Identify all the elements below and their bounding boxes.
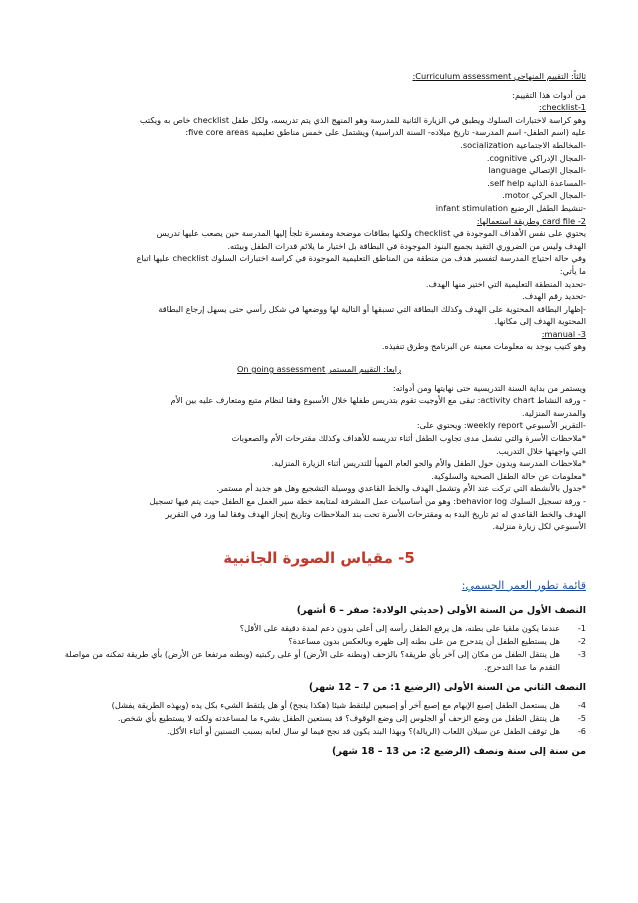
tool1-paragraph-2: عليه (اسم الطفل- اسم المدرسة- تاريخ ميلاده- السنة الدراسية) ويشتمل على خمس مناطق تعليمية five core areas: bbox=[185, 127, 586, 138]
tool2-line: المحتوية الهدف إلى مكانها. bbox=[494, 316, 586, 327]
item-text: هل ينتقل الطفل من مكان إلى آخر بأي طريقة؟ بالزحف (وبطنه على الأرض) أو على ركبتيه (وبطنه مرتفعا عن الأرض) بأي طريقة تمكنه من مواصلة التقدم ما عدا التدحرج. bbox=[64, 648, 560, 672]
item-text: عندما يكون ملقيا على بطنه، هل يرفع الطفل رأسه إلى أعلى بدون دعم لمدة دقيقة على الأقل؟ bbox=[239, 622, 560, 633]
item-number: 6- bbox=[577, 725, 586, 736]
item-number: 5- bbox=[577, 712, 586, 723]
section4-line: الأسبوعي لكل زيارة منزلية. bbox=[492, 521, 586, 532]
stage1-heading: النصف الأول من السنة الأولى (حديثي الولادة: صفر – 6 أشهر) bbox=[296, 604, 586, 616]
tools-intro: من أدوات هذا التقييم: bbox=[512, 89, 586, 100]
tool2-line: -تحديد رقم الهدف. bbox=[522, 291, 586, 302]
area-item: -المجال الحركي motor. bbox=[502, 190, 586, 201]
area-item: -المخالطة الاجتماعية socialization. bbox=[460, 139, 586, 150]
item-text: هل توقف الطفل عن سيلان اللعاب (الريالة)؟ وبهذا البند يكون قد نجح فيما لو سال لعابه بسبب التسنين أو أثناء الأكل. bbox=[167, 725, 560, 736]
section4-line: التي واجهتها خلال التدريب. bbox=[496, 445, 586, 456]
section4-line: - ورقة النشاط activity chart: تبقى مع الأوجيت تقوم بتدريس طفلها خلال الأسبوع وفقا لنظام متبع ومتعارف عليه بين الأم bbox=[170, 395, 586, 406]
item-number: 4- bbox=[577, 699, 586, 710]
section5-subtitle: قائمة تطور العمر الجسمي: bbox=[461, 578, 586, 592]
stage2-heading: النصف الثاني من السنة الأولى (الرضيع 1: من 7 – 12 شهر) bbox=[308, 681, 586, 693]
checklist-item bbox=[52, 725, 586, 738]
section4-line: -التقرير الأسبوعي weekly report: ويحتوي على: bbox=[416, 420, 586, 431]
item-text: هل يستعمل الطفل إصبع الإبهام مع إصبع آخر أو إصبعين ليلتقط شيئا (هكذا ينجح) أو هل يلتقط الشيء بكل يده (وبهذه الطريقة يفشل) bbox=[111, 699, 560, 710]
item-number: 3- bbox=[577, 648, 586, 659]
checklist-item bbox=[52, 622, 586, 635]
section4-line: والمدرسة المنزلية. bbox=[521, 407, 586, 418]
tool3-text: وهو كتيب يوجد به معلومات معينة عن البرنامج وطرق تنفيذه. bbox=[381, 341, 586, 352]
section4-line: *معلومات عن حالة الطفل الصحية والسلوكية. bbox=[431, 470, 586, 481]
item-text: هل ينتقل الطفل من وضع الزحف أو الجلوس إلى وضع الوقوف؟ قد يستعين الطفل بشيء ما لمساعدته ولكنه لا يستطيع بأي شخص. bbox=[117, 712, 560, 723]
checklist-item bbox=[52, 635, 586, 648]
section5-title: 5- مقياس الصورة الجانبية bbox=[223, 548, 415, 567]
tool2-line: الهدف وليس من الضروري التقيد بجميع البنود الموجودة في البطاقة بل اختيار ما يلائم قدرات الطفل وبيئته. bbox=[227, 240, 586, 251]
section4-line: *جدول بالأنشطة التي تركت عند الأم وتشمل الهدف والخط القاعدي ووسيلة التشجيع وهل هو جديد أم مستمر. bbox=[216, 483, 586, 494]
section4-line: - ورقة تسجيل السلوك behavior log: وهو من أساسيات عمل المشرفة لمتابعة خطة سير العمل مع الطفل حيث يتم فيها تسجيل bbox=[149, 496, 586, 506]
tool2-line: ما يأتي: bbox=[559, 265, 586, 276]
stage3-heading: من سنة إلى سنة ونصف (الرضيع 2: من 13 – 18 شهر) bbox=[332, 745, 586, 757]
item-number: 2- bbox=[577, 635, 586, 646]
tool2-line: -إظهار البطاقة المحتوية على الهدف وكذلك البطاقة التي تسبقها أو التالية لها ووضعها في شكل رأسي حتى يسهل إرجاع البطاقة bbox=[158, 303, 586, 314]
tool1-heading: 1-checklist: bbox=[539, 102, 586, 113]
checklist-item bbox=[52, 699, 586, 712]
section4-line: *ملاحظات المدرسة ويدون حول الطفل والأم والجو العام المهيأ للتدريس أثناء الزيارة المنزلية. bbox=[271, 458, 586, 469]
checklist-item bbox=[52, 712, 586, 725]
tool3-heading: 3- manual: bbox=[541, 328, 586, 339]
section4-intro: ويستمر من بداية السنة التدريسية حتى نهايتها ومن أدواته: bbox=[392, 382, 586, 393]
area-item: -المساعدة الذاتية self help. bbox=[487, 177, 586, 188]
area-item: -المجال الإتصالي language bbox=[488, 165, 586, 176]
item-number: 1- bbox=[577, 622, 586, 633]
area-item: -المجال الإدراكي cognitive. bbox=[486, 152, 586, 163]
tool2-line: -تحديد المنطقة التعليمية التي اختير منها الهدف. bbox=[425, 278, 586, 289]
section3-heading: ثالثاً: التقييم المنهاجي Curriculum assessment: bbox=[412, 71, 586, 81]
tool2-heading: 2- card file وطريقة استعمالها: bbox=[476, 215, 586, 226]
item-text: هل يستطيع الطفل أن يتدحرج من على بطنه إلى ظهره وبالعكس بدون مساعدة؟ bbox=[288, 635, 560, 646]
tool2-line: يحتوي على نفس الأهداف الموجودة في checklist ولكنها بطاقات موضحة ومفسرة تلجأ إليها المدرسة حين يصعب عليها تدريس bbox=[156, 228, 586, 239]
tool1-paragraph-1: وهو كراسة لاختبارات السلوك ويطبق في الزيارة الثانية للمدرسة وهو المنهج الذي يتم تدريسه، ولكل طفل checklist خاص به ويكتب bbox=[139, 114, 586, 125]
section4-line: الهدف والخط القاعدي له ثم تاريخ البدء به ومقترحات الأسرة تحت بند الملاحظات وتاريخ إنجاز الهدف وفقا لما ورد في التقرير bbox=[165, 508, 586, 519]
section4-heading: رابعا: التقييم المستمر On going assessment bbox=[236, 364, 402, 375]
checklist-item bbox=[52, 648, 586, 674]
tool2-line: وفي حالة احتياج المدرسة لتفسير هدف من منطقة من المناطق التعليمية الموجودة في كراسة اختبارات السلوك checklist عليها اتباع bbox=[136, 253, 586, 264]
section4-line: *ملاحظات الأسرة والتي تشمل مدى تجاوب الطفل أثناء تدريسه للأهداف وكذلك مقترحات الأم والصعوبات bbox=[231, 433, 586, 444]
area-item: -تنشيط الطفل الرضيع infant stimulation bbox=[435, 202, 586, 213]
